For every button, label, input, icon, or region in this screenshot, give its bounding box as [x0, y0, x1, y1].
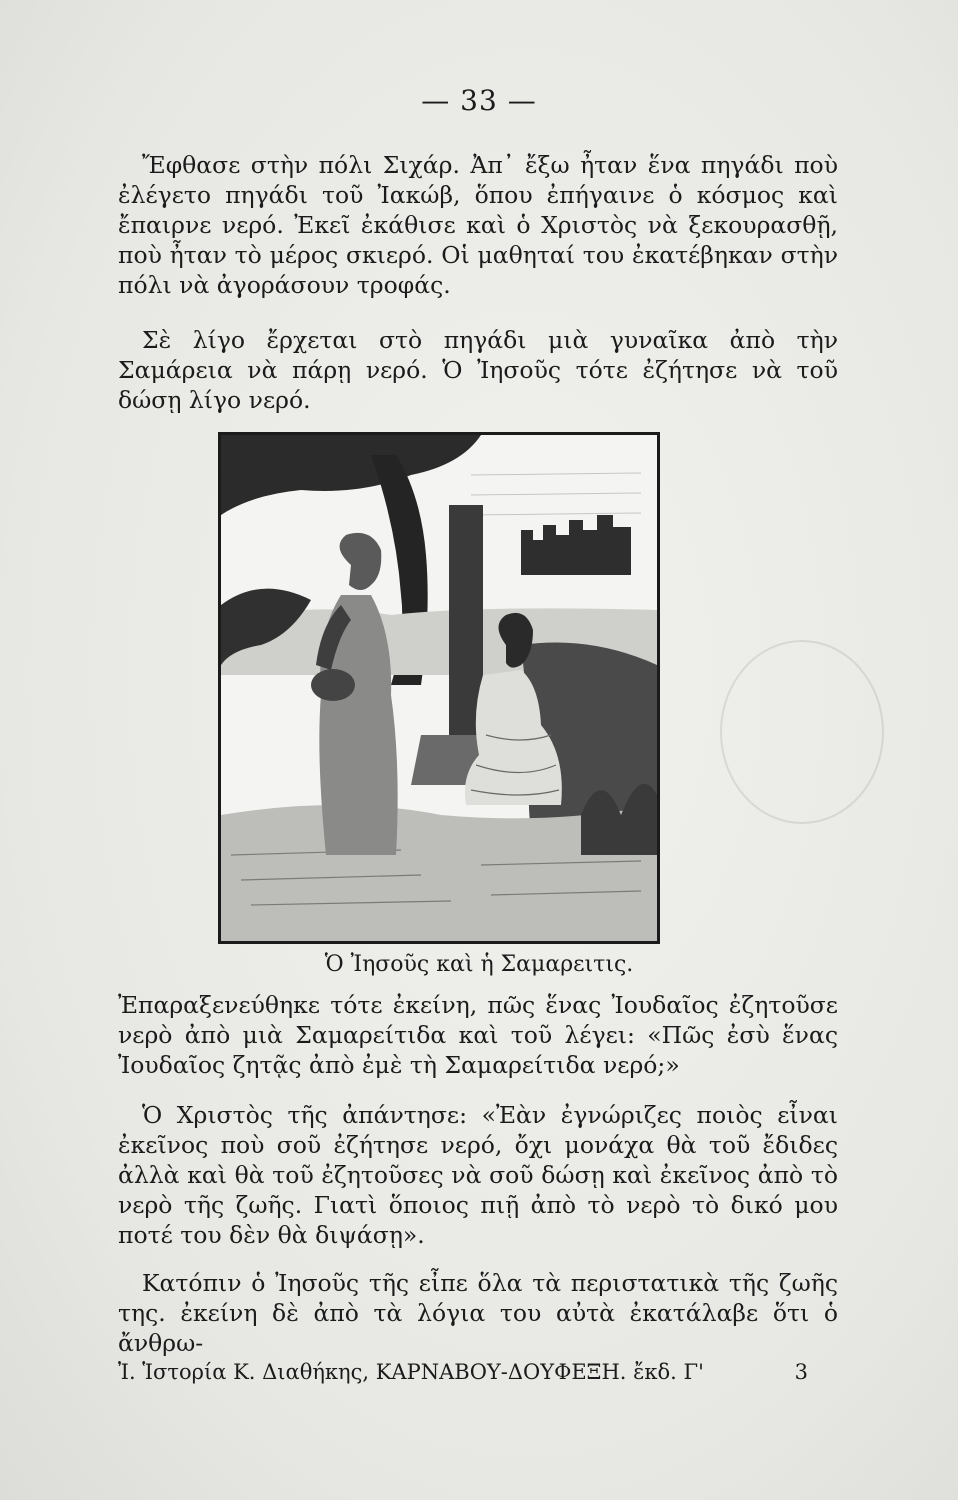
paragraph-jesus-tells-her-life: Κατόπιν ὁ Ἰησοῦς τῆς εἶπε ὅλα τὰ περιστατικὰ τῆς ζωῆς της. ἐκείνη δὲ ἀπὸ τὰ λόγια του αὐτὰ ἐκατάλαβε ὅτι ὁ ἄνθρω-	[118, 1269, 838, 1357]
illustration-caption: Ὁ Ἰησοῦς καὶ ἡ Σαμαρειτις.	[324, 952, 634, 977]
illustration-jesus-and-samaritan	[218, 432, 660, 944]
footer-source-line: Ἰ. Ἱστορία Κ. Διαθήκης, ΚΑΡΝΑΒΟΥ-ΔΟΥΦΕΞΗ. ἔκδ. Γ'	[118, 1360, 704, 1384]
bleed-through-stamp	[720, 640, 884, 824]
paragraph-living-water: Ὁ Χριστὸς τῆς ἀπάντησε: «Ἐὰν ἐγνώριζες ποιὸς εἶναι ἐκεῖνος ποὺ σοῦ ἐζήτησε νερό, ὄχι μονάχα θὰ τοῦ ἔδιδες ἀλλὰ καὶ θὰ τοῦ ἐζητοῦσες νὰ σοῦ δώσῃ καὶ ἐκεῖνος ἀπὸ τὸ νερὸ τῆς ζωῆς. Γιατὶ ὅποιος πιῇ ἀπὸ τὸ νερὸ τὸ δικό μου ποτέ του δὲν θὰ διψάσῃ».	[118, 1101, 838, 1249]
paragraph-samaritan-woman-arrives: Σὲ λίγο ἔρχεται στὸ πηγάδι μιὰ γυναῖκα ἀπὸ τὴν Σαμάρεια νὰ πάρῃ νερό. Ὁ Ἰησοῦς τότε ἐζήτησε νὰ τοῦ δώσῃ λίγο νερό.	[118, 326, 838, 414]
woodcut-image	[221, 435, 657, 941]
page-number: — 33 —	[421, 84, 537, 117]
paragraph-woman-surprised: Ἐπαραξενεύθηκε τότε ἐκείνη, πῶς ἕνας Ἰουδαῖος ἐζητοῦσε νερὸ ἀπὸ μιὰ Σαμαρείτιδα καὶ τοῦ λέγει: «Πῶς ἐσὺ ἕνας Ἰουδαῖος ζητᾷς ἀπὸ ἐμὲ τὴ Σαμαρείτιδα νερό;»	[118, 991, 838, 1079]
page-footer	[118, 1360, 808, 1384]
paragraph-arrival-sychar: Ἔφθασε στὴν πόλι Σιχάρ. Ἀπ᾿ ἔξω ἦταν ἕνα πηγάδι ποὺ ἐλέγετο πηγάδι τοῦ Ἰακώβ, ὅπου ἐπήγαινε ὁ κόσμος καὶ ἔπαιρνε νερό. Ἐκεῖ ἐκάθισε καὶ ὁ Χριστὸς νὰ ξεκουρασθῇ, ποὺ ἦταν τὸ μέρος σκιερό. Οἱ μαθηταί του ἐκατέβηκαν στὴν πόλι νὰ ἀγοράσουν τροφάς.	[118, 151, 838, 299]
footer-signature-mark: 3	[794, 1360, 808, 1384]
